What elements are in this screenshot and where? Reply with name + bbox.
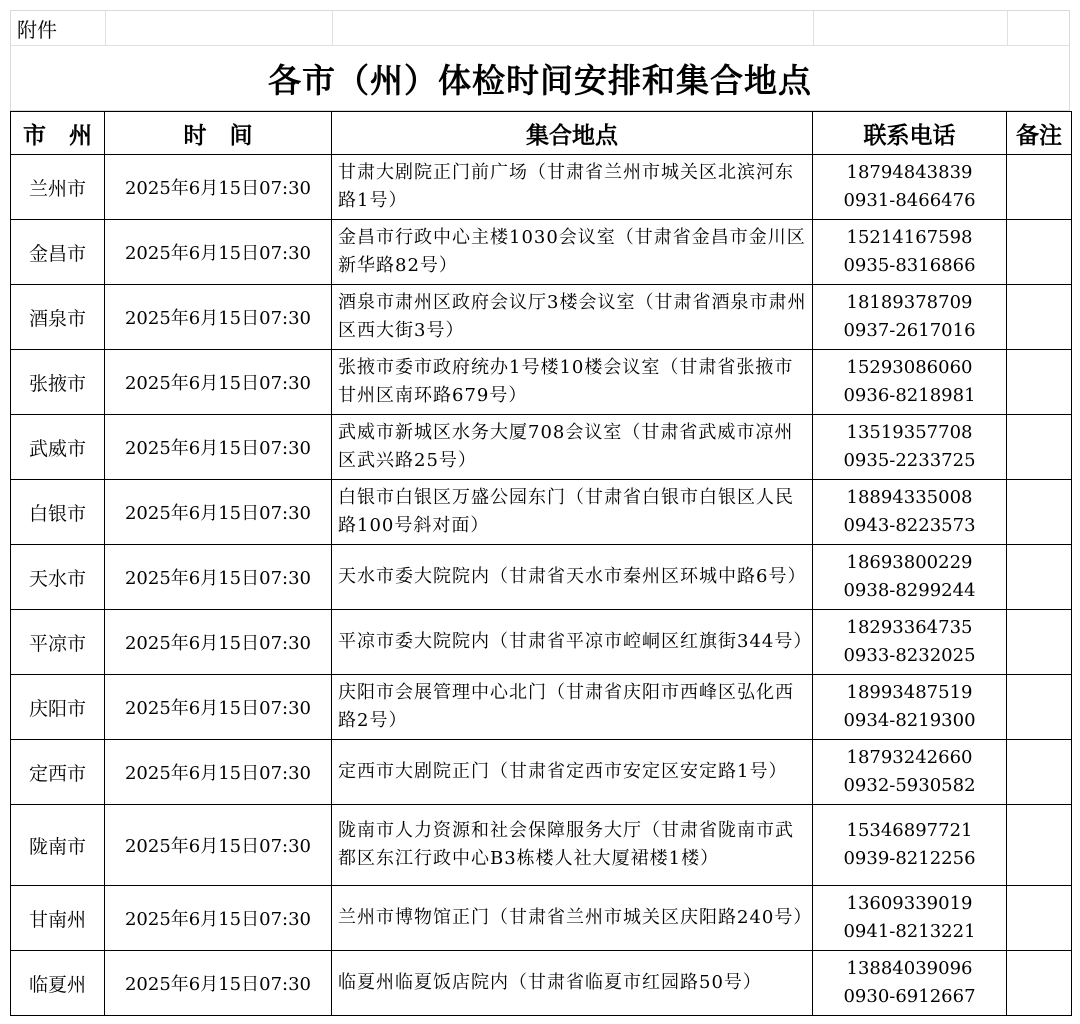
table-row [11, 805, 1072, 886]
cell-time: 2025年6月15日07:30 [105, 545, 332, 610]
landline-number: 0934-8219300 [843, 710, 976, 731]
cell-remark [1007, 350, 1072, 415]
cell-time: 2025年6月15日07:30 [105, 675, 332, 740]
landline-number: 0930-6912667 [843, 986, 976, 1007]
cell-time: 2025年6月15日07:30 [105, 350, 332, 415]
mobile-number: 18894335008 [846, 487, 973, 508]
cell-time: 2025年6月15日07:30 [105, 480, 332, 545]
cell-remark [1007, 675, 1072, 740]
cell-phone [813, 415, 1007, 480]
cell-city: 金昌市 [11, 220, 105, 285]
cell-remark [1007, 480, 1072, 545]
table-row [11, 951, 1072, 1016]
cell-place: 天水市委大院院内（甘肃省天水市秦州区环城中路6号） [332, 545, 813, 610]
grid-line [1007, 11, 1008, 45]
cell-time: 2025年6月15日07:30 [105, 805, 332, 886]
table-row [11, 155, 1072, 220]
cell-phone [813, 740, 1007, 805]
cell-phone [813, 951, 1007, 1016]
cell-remark [1007, 951, 1072, 1016]
cell-remark [1007, 155, 1072, 220]
landline-number: 0931-8466476 [843, 190, 976, 211]
table-row [11, 545, 1072, 610]
cell-time: 2025年6月15日07:30 [105, 220, 332, 285]
mobile-number: 18794843839 [846, 162, 973, 183]
cell-place: 庆阳市会展管理中心北门（甘肃省庆阳市西峰区弘化西路2号） [332, 675, 813, 740]
table-row [11, 610, 1072, 675]
cell-phone [813, 886, 1007, 951]
landline-number: 0935-8316866 [843, 255, 976, 276]
landline-number: 0935-2233725 [843, 450, 976, 471]
cell-remark [1007, 805, 1072, 886]
cell-place: 白银市白银区万盛公园东门（甘肃省白银市白银区人民路100号斜对面） [332, 480, 813, 545]
cell-place: 酒泉市肃州区政府会议厅3楼会议室（甘肃省酒泉市肃州区西大街3号） [332, 285, 813, 350]
cell-phone [813, 350, 1007, 415]
mobile-number: 15346897721 [846, 820, 973, 841]
mobile-number: 18993487519 [846, 682, 973, 703]
cell-city: 定西市 [11, 740, 105, 805]
cell-time: 2025年6月15日07:30 [105, 155, 332, 220]
cell-place: 金昌市行政中心主楼1030会议室（甘肃省金昌市金川区新华路82号） [332, 220, 813, 285]
table-row [11, 285, 1072, 350]
cell-phone [813, 285, 1007, 350]
schedule-table [10, 111, 1072, 1016]
cell-time: 2025年6月15日07:30 [105, 886, 332, 951]
cell-place: 武威市新城区水务大厦708会议室（甘肃省武威市凉州区武兴路25号） [332, 415, 813, 480]
document-sheet [10, 10, 1070, 1016]
cell-remark [1007, 415, 1072, 480]
landline-number: 0932-5930582 [843, 775, 976, 796]
mobile-number: 18189378709 [846, 292, 973, 313]
table-row [11, 415, 1072, 480]
cell-place: 平凉市委大院院内（甘肃省平凉市崆峒区红旗街344号） [332, 610, 813, 675]
cell-city: 平凉市 [11, 610, 105, 675]
cell-remark [1007, 886, 1072, 951]
mobile-number: 13609339019 [846, 893, 973, 914]
cell-place: 临夏州临夏饭店院内（甘肃省临夏市红园路50号） [332, 951, 813, 1016]
cell-place: 定西市大剧院正门（甘肃省定西市安定区安定路1号） [332, 740, 813, 805]
header-time: 时 间 [105, 112, 332, 155]
cell-city: 甘南州 [11, 886, 105, 951]
header-remark: 备注 [1007, 112, 1072, 155]
cell-city: 张掖市 [11, 350, 105, 415]
cell-time: 2025年6月15日07:30 [105, 610, 332, 675]
table-header-row [11, 112, 1072, 155]
cell-place: 兰州市博物馆正门（甘肃省兰州市城关区庆阳路240号） [332, 886, 813, 951]
cell-time: 2025年6月15日07:30 [105, 951, 332, 1016]
cell-city: 庆阳市 [11, 675, 105, 740]
landline-number: 0938-8299244 [843, 580, 976, 601]
mobile-number: 18693800229 [846, 552, 973, 573]
header-phone: 联系电话 [813, 112, 1007, 155]
cell-time: 2025年6月15日07:30 [105, 285, 332, 350]
landline-number: 0933-8232025 [843, 645, 976, 666]
annex-label: 附件 [17, 17, 57, 42]
cell-city: 陇南市 [11, 805, 105, 886]
title-row [10, 45, 1070, 111]
cell-remark [1007, 740, 1072, 805]
mobile-number: 18793242660 [846, 747, 973, 768]
cell-city: 兰州市 [11, 155, 105, 220]
cell-phone [813, 805, 1007, 886]
mobile-number: 13884039096 [846, 958, 973, 979]
cell-time: 2025年6月15日07:30 [105, 415, 332, 480]
header-place: 集合地点 [332, 112, 813, 155]
cell-city: 临夏州 [11, 951, 105, 1016]
grid-line [105, 11, 106, 45]
table-row [11, 740, 1072, 805]
table-row [11, 675, 1072, 740]
mobile-number: 13519357708 [846, 422, 973, 443]
annex-row [10, 10, 1070, 45]
landline-number: 0936-8218981 [843, 385, 976, 406]
cell-place: 陇南市人力资源和社会保障服务大厅（甘肃省陇南市武都区东江行政中心B3栋楼人社大厦裙楼1楼） [332, 805, 813, 886]
cell-city: 天水市 [11, 545, 105, 610]
cell-city: 武威市 [11, 415, 105, 480]
cell-place: 甘肃大剧院正门前广场（甘肃省兰州市城关区北滨河东路1号） [332, 155, 813, 220]
mobile-number: 15214167598 [846, 227, 973, 248]
grid-line [332, 11, 333, 45]
landline-number: 0937-2617016 [843, 320, 976, 341]
cell-time: 2025年6月15日07:30 [105, 740, 332, 805]
cell-remark [1007, 545, 1072, 610]
cell-phone [813, 155, 1007, 220]
cell-city: 白银市 [11, 480, 105, 545]
header-city: 市 州 [11, 112, 105, 155]
table-row [11, 350, 1072, 415]
cell-remark [1007, 220, 1072, 285]
cell-phone [813, 545, 1007, 610]
table-row [11, 220, 1072, 285]
cell-phone [813, 480, 1007, 545]
table-row [11, 480, 1072, 545]
cell-city: 酒泉市 [11, 285, 105, 350]
cell-phone [813, 610, 1007, 675]
mobile-number: 15293086060 [846, 357, 973, 378]
landline-number: 0941-8213221 [843, 921, 976, 942]
table-row [11, 886, 1072, 951]
grid-line [813, 11, 814, 45]
landline-number: 0939-8212256 [843, 848, 976, 869]
cell-remark [1007, 285, 1072, 350]
cell-place: 张掖市委市政府统办1号楼10楼会议室（甘肃省张掖市甘州区南环路679号） [332, 350, 813, 415]
cell-remark [1007, 610, 1072, 675]
cell-phone [813, 675, 1007, 740]
landline-number: 0943-8223573 [843, 515, 976, 536]
cell-phone [813, 220, 1007, 285]
mobile-number: 18293364735 [846, 617, 973, 638]
page-title: 各市（州）体检时间安排和集合地点 [268, 60, 812, 100]
